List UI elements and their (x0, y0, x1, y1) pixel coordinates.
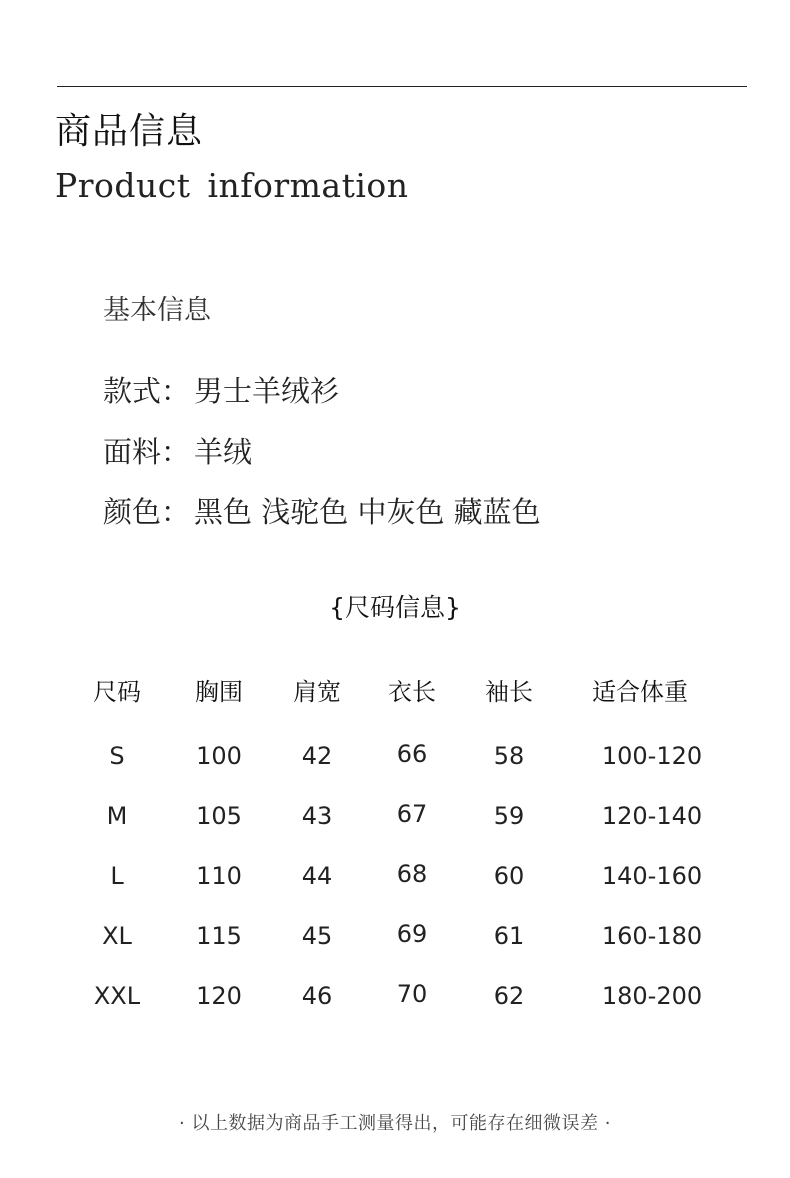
size-info-heading: {尺码信息} (329, 593, 461, 622)
header-size: 尺码 (93, 678, 141, 706)
page-title: 商品信息 (55, 111, 204, 152)
cell-sleeve: 61 (493, 922, 525, 950)
cell-shoulder: 46 (301, 982, 333, 1010)
cell-sleeve: 58 (493, 742, 525, 770)
page-subtitle: Product information (55, 166, 409, 205)
cell-shoulder: 45 (301, 922, 333, 950)
cell-weight: 120-140 (601, 802, 703, 830)
cell-length: 66 (396, 740, 428, 768)
cell-size: S (109, 742, 125, 770)
cell-shoulder: 44 (301, 862, 333, 890)
material-label: 面料： (103, 435, 191, 469)
table-row (0, 916, 790, 956)
cell-sleeve: 59 (493, 802, 525, 830)
cell-size: M (106, 802, 128, 830)
cell-size: XXL (93, 982, 141, 1010)
header-sleeve: 袖长 (485, 678, 533, 706)
cell-size: XL (102, 922, 132, 950)
cell-weight: 140-160 (601, 862, 703, 890)
cell-shoulder: 43 (301, 802, 333, 830)
cell-sleeve: 62 (493, 982, 525, 1010)
cell-sleeve: 60 (493, 862, 525, 890)
cell-weight: 180-200 (601, 982, 703, 1010)
header-shoulder: 肩宽 (293, 678, 341, 706)
basic-info-heading: 基本信息 (103, 295, 211, 326)
color-label: 颜色： (103, 495, 191, 529)
cell-size: L (110, 862, 124, 890)
cell-chest: 110 (196, 862, 242, 890)
table-row (0, 856, 790, 896)
measurement-footnote: · 以上数据为商品手工测量得出，可能存在细微误差 · (179, 1113, 611, 1134)
header-length: 衣长 (388, 678, 436, 706)
top-divider (57, 86, 747, 87)
cell-weight: 100-120 (601, 742, 703, 770)
cell-shoulder: 42 (301, 742, 333, 770)
cell-chest: 115 (196, 922, 242, 950)
cell-chest: 105 (196, 802, 242, 830)
material-value: 羊绒 (194, 435, 253, 469)
table-row (0, 796, 790, 836)
color-row (103, 492, 541, 532)
style-value: 男士羊绒衫 (194, 374, 340, 408)
style-label: 款式： (103, 374, 191, 408)
cell-chest: 120 (196, 982, 242, 1010)
header-weight: 适合体重 (592, 678, 688, 706)
table-row (0, 736, 790, 776)
size-table-header (0, 672, 790, 712)
header-chest: 胸围 (195, 678, 243, 706)
color-value: 黑色 浅驼色 中灰色 藏蓝色 (194, 495, 541, 529)
table-row (0, 976, 790, 1016)
cell-length: 69 (396, 920, 428, 948)
cell-length: 67 (396, 800, 428, 828)
material-row (103, 432, 252, 472)
cell-length: 70 (396, 980, 428, 1008)
style-row (103, 371, 339, 411)
cell-chest: 100 (196, 742, 242, 770)
cell-length: 68 (396, 860, 428, 888)
cell-weight: 160-180 (601, 922, 703, 950)
